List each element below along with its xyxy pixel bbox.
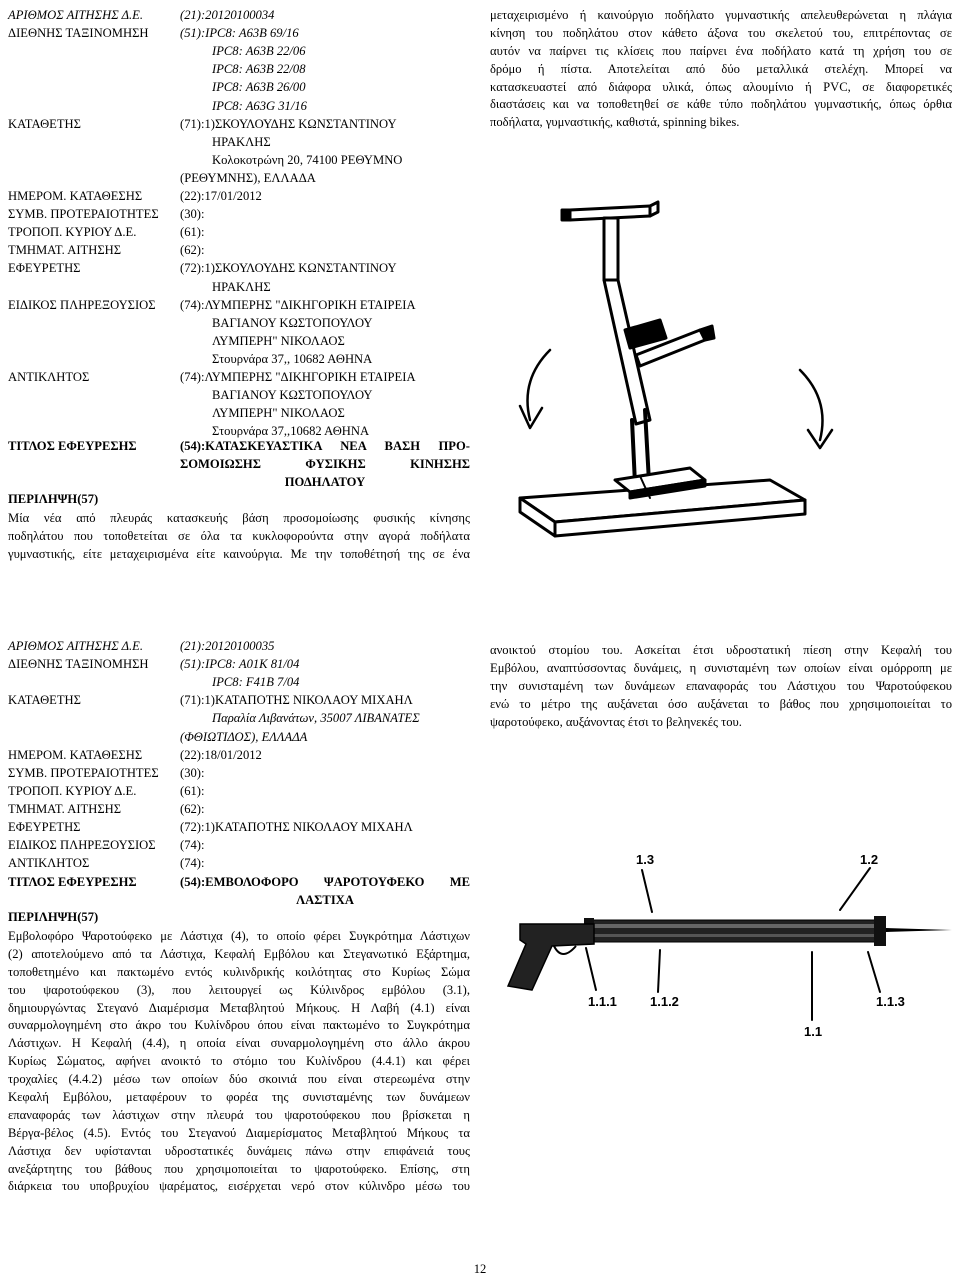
field-value: IPC8: A63B 22/08 — [212, 62, 306, 77]
field-row — [8, 206, 478, 223]
field-value: (22):18/01/2012 — [180, 747, 262, 762]
abstract-line: του ψαροτούφεκου (3), που λειτουργεί ως Κύλινδρος εμβόλου (3.1), — [8, 982, 470, 997]
field-label: ΔΙΕΘΝΗΣ ΤΑΞΙΝΟΜΗΣΗ — [8, 26, 149, 41]
abstract-line: διαστάσεις και να τοποθετηθεί σε κάθε τύπο ποδηλάτου γυμναστικής, όπως όρθια — [490, 97, 952, 112]
abstract-line: μεταχειρισμένο ή καινούργιο ποδήλατο γυμναστικής απελευθερώνεται η πλάγια — [490, 8, 952, 22]
field-value: (51):IPC8: A01K 81/04 — [180, 657, 300, 672]
field-row — [8, 43, 478, 60]
field-row — [8, 656, 478, 673]
field-value: ΒΑΓΙΑΝΟΥ ΚΩΣΤΟΠΟΥΛΟΥ — [212, 388, 373, 403]
field-value: Παραλία Λιβανάτων, 35007 ΛΙΒΑΝΑΤΕΣ — [212, 711, 420, 726]
abstract-line: ψαροτούφεκο, αυξάνοντας έτσι το βεληνεκές του. — [490, 714, 742, 729]
abstract-line: Λάστιχων. Η Κεφαλή (4.4), η οποία είναι συναρμολογημένη στο άλλο άκρου — [8, 1036, 470, 1051]
field-label: ΕΦΕΥΡΕΤΗΣ — [8, 820, 81, 834]
field-row — [8, 297, 478, 314]
field-value: (ΡΕΘΥΜΝΗΣ), ΕΛΛΑΔΑ — [180, 170, 316, 185]
field-row — [8, 260, 478, 277]
field-value: (51):IPC8: A63B 69/16 — [180, 26, 299, 41]
field-label: ΕΙΔΙΚΟΣ ΠΛΗΡΕΞΟΥΣΙΟΣ — [8, 838, 156, 853]
figure-label: 1.1.3 — [876, 994, 905, 1009]
field-row — [8, 315, 478, 332]
field-value: IPC8: A63B 22/06 — [212, 44, 306, 59]
abstract-line: κίνηση του ποδηλάτου στον κάθετο άξονα του σκελετού του, επιτρέποντας σε — [490, 25, 952, 40]
figure-label: 1.1.1 — [588, 994, 617, 1009]
field-value: (30): — [180, 765, 205, 780]
field-value: Κολοκοτρώνη 20, 74100 ΡΕΘΥΜΝΟ — [212, 152, 403, 167]
field-label: ΕΙΔΙΚΟΣ ΠΛΗΡΕΞΟΥΣΙΟΣ — [8, 297, 156, 312]
field-label: ΚΑΤΑΘΕΤΗΣ — [8, 693, 81, 708]
field-value: (72):1)ΚΑΤΑΠΟΤΗΣ ΝΙΚΟΛΑΟΥ ΜΙΧΑΗΛ — [180, 820, 413, 834]
field-label: ΗΜΕΡΟΜ. ΚΑΤΑΘΕΣΗΣ — [8, 189, 143, 203]
field-label: ΣΥΜΒ. ΠΡΟΤΕΡΑΙΟΤΗΤΕΣ — [8, 207, 159, 222]
field-value: (61): — [180, 225, 205, 240]
field-value: (62): — [180, 801, 205, 816]
abstract-line: τοποθετημένο και πακτωμένο εντός κυλινδρικής κοιλότητας στο Κυρίως Σώμα — [8, 964, 470, 979]
abstract-line: αυτόν να παίρνει τις κλίσεις που παίρνει ένα ποδήλατο κατά τη χρήση του σε — [490, 43, 952, 58]
field-row — [8, 765, 478, 782]
abstract-line: Βέργα-βέλος (4.5). Εντός του Στεγανού Διαμερίσματος Μεταβλητού Μήκους τα — [8, 1125, 470, 1140]
field-row — [8, 25, 478, 42]
title-line: ΣΟΜΟΙΩΣΗΣ ΦΥΣΙΚΗΣ ΚΙΝΗΣΗΣ — [180, 456, 470, 471]
field-row — [8, 170, 478, 187]
field-label: ΤΡΟΠΟΠ. ΚΥΡΙΟΥ Δ.Ε. — [8, 225, 137, 240]
field-label: ΚΑΤΑΘΕΤΗΣ — [8, 116, 81, 131]
field-row — [8, 747, 478, 764]
abstract-line: Κεφαλή Εμβόλου, μεταφέρουν το φορέα της συνισταμένης των δυνάμεων — [8, 1090, 470, 1105]
field-row — [8, 188, 478, 205]
field-value: (72):1)ΣΚΟΥΛΟΥΔΗΣ ΚΩΝΣΤΑΝΤΙΝΟΥ — [180, 261, 397, 276]
abstract-line: Κυρίως Σώματος, αφήνει ανοικτό το στόμιο του Κυλίνδρου (4.4.1) και φέρει — [8, 1054, 470, 1069]
abstract-line: κατασκευαστεί από διάφορα υλικά, όπως αλουμίνιο ή PVC, σε διαφορετικές — [490, 79, 952, 94]
field-row — [8, 61, 478, 78]
field-value: Στουρνάρα 37,,10682 ΑΘΗΝΑ — [212, 424, 370, 439]
abstract-line: ανοικτού στομίου του. Ασκείται έτσι υδροστατική πίεση στην Κεφαλή του — [490, 643, 952, 657]
field-row — [8, 405, 478, 422]
field-row — [8, 710, 478, 727]
field-value: (21):20120100034 — [180, 8, 275, 22]
abstract-line: συναρμολογημένη στο άκρο του Κυλίνδρου όπου είναι πακτωμένο το Συγκρότημα — [8, 1018, 470, 1033]
field-value: (30): — [180, 207, 205, 222]
figure-label: 1.1 — [804, 1024, 823, 1039]
abstract-heading: ΠΕΡΙΛΗΨΗ(57) — [8, 492, 99, 506]
entry-1-title — [180, 438, 470, 492]
exercise-bike-base-drawing — [500, 180, 940, 550]
field-value: (74):ΛΥΜΠΕΡΗΣ "ΔΙΚΗΓΟΡΙΚΗ ΕΤΑΙΡΕΙΑ — [180, 370, 416, 384]
field-row — [8, 351, 478, 368]
field-row — [8, 279, 478, 296]
field-row — [8, 837, 478, 854]
abstract-line: γυμναστικής, είτε μεταχειρισμένα είτε καινούργια. Με την τοποθέτησή της σε ένα — [8, 546, 470, 561]
abstract-line: ανεξάρτητης του βάθους που χρησιμοποιείται το ψαροτούφεκο. Επίσης, στη — [8, 1161, 470, 1176]
field-label: ΑΝΤΙΚΛΗΤΟΣ — [8, 856, 90, 871]
field-row — [8, 7, 478, 24]
field-label: ΑΝΤΙΚΛΗΤΟΣ — [8, 370, 90, 384]
field-row — [8, 674, 478, 691]
figure-label: 1.2 — [860, 852, 879, 867]
field-value: (ΦΘΙΩΤΙΔΟΣ), ΕΛΛΑΔΑ — [180, 729, 308, 744]
field-value: (21):20120100035 — [180, 639, 275, 653]
field-value: (61): — [180, 783, 205, 798]
field-label: ΕΦΕΥΡΕΤΗΣ — [8, 261, 81, 276]
field-row — [8, 79, 478, 96]
field-value: (22):17/01/2012 — [180, 189, 262, 203]
field-row — [8, 134, 478, 151]
field-label: ΑΡΙΘΜΟΣ ΑΙΤΗΣΗΣ Δ.Ε. — [8, 8, 144, 22]
figure-label: 1.1.2 — [650, 994, 679, 1009]
field-row — [8, 224, 478, 241]
entry-1-abstract-right — [490, 7, 952, 132]
abstract-line: την συνισταμένη των δυνάμεων επαναφοράς του Λάστιχου του Ψαροτούφεκου — [490, 678, 952, 693]
title-line: (54):ΕΜΒΟΛΟΦΟΡΟ ΨΑΡΟΤΟΥΦΕΚΟ ΜΕ — [180, 875, 470, 889]
entry-1-abstract-left — [8, 510, 470, 564]
field-label: ΗΜΕΡΟΜ. ΚΑΤΑΘΕΣΗΣ — [8, 747, 143, 762]
field-label: ΔΙΕΘΝΗΣ ΤΑΞΙΝΟΜΗΣΗ — [8, 657, 149, 672]
entry-2-abstract-left — [8, 928, 470, 1196]
field-value: (71):1)ΚΑΤΑΠΟΤΗΣ ΝΙΚΟΛΑΟΥ ΜΙΧΑΗΛ — [180, 693, 413, 708]
field-value: ΛΥΜΠΕΡΗ" ΝΙΚΟΛΑΟΣ — [212, 406, 345, 421]
abstract-line: ποδήλατα, γυμναστικής, καθιστά, spinning bikes. — [490, 115, 740, 130]
field-row — [8, 801, 478, 818]
field-label: ΑΡΙΘΜΟΣ ΑΙΤΗΣΗΣ Δ.Ε. — [8, 639, 144, 653]
field-row — [8, 333, 478, 350]
abstract-line: Μία νέα από πλευράς κατασκευής βάση προσομοίωσης φυσικής κίνησης — [8, 511, 470, 525]
abstract-line: ποδηλάτου που τοποθετείται σε όλα τα κυκλοφορούντα στην αγορά ποδήλατα — [8, 528, 470, 543]
field-value: ΗΡΑΚΛΗΣ — [212, 279, 271, 294]
field-value: (74): — [180, 856, 205, 871]
entry-2-abstract-right — [490, 642, 952, 731]
title-line: ΛΑΣΤΙΧΑ — [296, 892, 354, 907]
abstract-line: επαναφοράς των λάστιχων στην πλευρά του ψαροτούφεκου που βρίσκεται η — [8, 1107, 470, 1122]
field-value: ΛΥΜΠΕΡΗ" ΝΙΚΟΛΑΟΣ — [212, 333, 345, 348]
field-value: Στουρνάρα 37,, 10682 ΑΘΗΝΑ — [212, 351, 373, 366]
field-row — [8, 387, 478, 404]
field-value: ΒΑΓΙΑΝΟΥ ΚΩΣΤΟΠΟΥΛΟΥ — [212, 315, 373, 330]
field-row — [8, 242, 478, 259]
field-row — [8, 729, 478, 746]
field-value: (71):1)ΣΚΟΥΛΟΥΔΗΣ ΚΩΝΣΤΑΝΤΙΝΟΥ — [180, 116, 397, 131]
entry-2-title — [180, 874, 470, 910]
abstract-line: δρόμο ή πίστα. Αποτελείται από δύο μεταλλικά στελέχη. Μπορεί να — [490, 61, 952, 76]
title-line: ΠΟΔΗΛΑΤΟΥ — [284, 474, 366, 489]
abstract-line: (2) αποτελούμενο από τα Λάστιχα, Κεφαλή Εμβόλου και Στεγανωτικό Εξάρτημα, — [8, 946, 470, 961]
field-row — [8, 638, 478, 655]
field-label: ΤΜΗΜΑΤ. ΑΙΤΗΣΗΣ — [8, 801, 122, 816]
title-line: (54):ΚΑΤΑΣΚΕΥΑΣΤΙΚΑ ΝΕΑ ΒΑΣΗ ΠΡΟ- — [180, 439, 470, 453]
field-value: (74): — [180, 838, 205, 853]
title-label: ΤΙΤΛΟΣ ΕΦΕΥΡΕΣΗΣ — [8, 875, 137, 889]
abstract-line: δημιουργώντας Στεγανό Διαμέρισμα Μεταβλητού Μήκους. Η Λαβή (4.1) είναι — [8, 1000, 470, 1015]
title-label: ΤΙΤΛΟΣ ΕΦΕΥΡΕΣΗΣ — [8, 439, 137, 453]
field-row — [8, 116, 478, 133]
field-value: IPC8: F41B 7/04 — [212, 675, 300, 690]
abstract-heading: ΠΕΡΙΛΗΨΗ(57) — [8, 910, 99, 924]
field-row — [8, 98, 478, 115]
field-value: (62): — [180, 243, 205, 258]
field-label: ΤΡΟΠΟΠ. ΚΥΡΙΟΥ Δ.Ε. — [8, 783, 137, 798]
abstract-line: Εμβολοφόρο Ψαροτούφεκο με Λάστιχα (4), το οποίο φέρει Συγκρότημα Λάστιχων — [8, 929, 470, 943]
field-row — [8, 152, 478, 169]
field-label: ΣΥΜΒ. ΠΡΟΤΕΡΑΙΟΤΗΤΕΣ — [8, 765, 159, 780]
abstract-line: διάρκεια του υποβρυχίου ψαρέματος, εισέρχεται νερό στον κύλινδρο μέσω του — [8, 1179, 470, 1194]
field-row — [8, 783, 478, 800]
abstract-line: Εμβόλου, αναπτύσσοντας δυνάμεις, η συνισταμένη των οποίων είναι ομόρροπη με — [490, 660, 952, 675]
field-value: IPC8: A63B 26/00 — [212, 80, 306, 95]
field-row — [8, 692, 478, 709]
abstract-line: ενώ το μέτρο της αυξάνεται όσο αυξάνεται το βάθος που χρησιμοποιείται το — [490, 696, 952, 711]
field-row — [8, 855, 478, 872]
field-value: (74):ΛΥΜΠΕΡΗΣ "ΔΙΚΗΓΟΡΙΚΗ ΕΤΑΙΡΕΙΑ — [180, 297, 416, 312]
field-row — [8, 369, 478, 386]
speargun-drawing — [490, 840, 956, 1080]
abstract-line: Λάστιχα δεν υφίστανται υδροστατικές δυνάμεις πάνω στην επιφάνειά τους — [8, 1143, 470, 1158]
page-number: 12 — [473, 1262, 487, 1276]
field-row — [8, 819, 478, 836]
field-label: ΤΜΗΜΑΤ. ΑΙΤΗΣΗΣ — [8, 243, 122, 258]
field-value: ΗΡΑΚΛΗΣ — [212, 134, 271, 149]
field-value: IPC8: A63G 31/16 — [212, 98, 307, 113]
figure-label: 1.3 — [636, 852, 655, 867]
abstract-line: τροχαλίες (4.4.2) μέσω των οποίων δύο σκοινιά που είναι στερεωμένα στην — [8, 1072, 470, 1087]
